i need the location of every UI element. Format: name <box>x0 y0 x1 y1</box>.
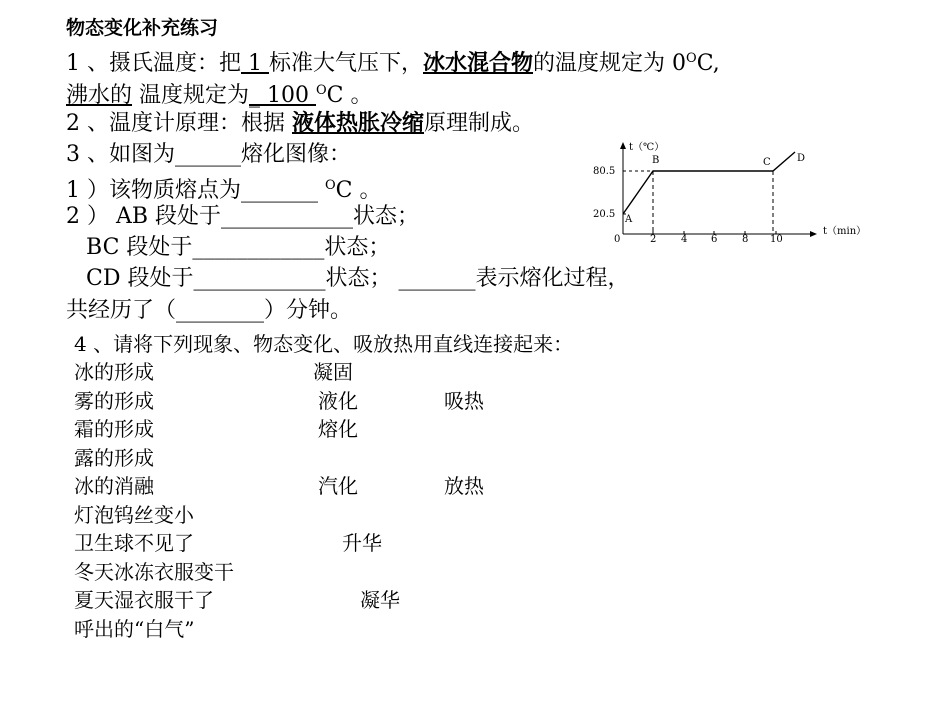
x-tick-10: 10 <box>770 234 783 245</box>
x-axis-label: t（min） <box>823 226 867 237</box>
question-3-line-5: CD 段处于____________状态； _______表示熔化过程， <box>86 266 630 291</box>
q1-mid-2: 温度规定为 <box>132 83 250 108</box>
y-axis-label: t（℃） <box>629 142 665 153</box>
degree-sign: O <box>686 51 697 66</box>
question-1-line-2 <box>66 76 373 111</box>
question-4-heading: 4 、请将下列现象、物态变化、吸放热用直线连接起来： <box>74 332 574 356</box>
state-change-item: 升华 <box>342 531 382 555</box>
degree-sign-3: O <box>324 178 336 193</box>
question-3-line-4: BC 段处于____________状态； <box>86 235 391 260</box>
q1-end: C 。 <box>326 83 373 108</box>
heat-item: 吸热 <box>444 389 484 413</box>
x-tick-2: 2 <box>650 234 657 245</box>
phenomenon-item: 呼出的“白气” <box>74 617 195 641</box>
phenomenon-item: 露的形成 <box>74 446 154 470</box>
q1-mid: 标准大气压下， <box>268 51 423 76</box>
phenomenon-item: 冬天冰冻衣服变干 <box>74 560 234 584</box>
state-change-item: 凝固 <box>313 360 353 384</box>
x-tick-0: 0 <box>614 234 621 245</box>
question-3-line-3: 2 ） AB 段处于____________状态； <box>66 204 420 229</box>
q1-blank-4: _ 100 <box>249 83 316 108</box>
state-change-item: 液化 <box>318 389 358 413</box>
question-2 <box>66 108 534 139</box>
question-1-line-1 <box>66 44 720 79</box>
x-axis-arrow <box>810 231 817 237</box>
q1-blank-3: 沸水的 <box>66 83 133 108</box>
page-title: 物态变化补充练习 <box>66 17 219 39</box>
phenomenon-item: 霜的形成 <box>74 417 154 441</box>
phenomenon-item: 夏天湿衣服干了 <box>74 588 214 612</box>
point-b: B <box>652 155 660 166</box>
q2-prefix: 2 、温度计原理：根据 <box>66 111 285 136</box>
q2-blank: 液体热胀冷缩 <box>292 110 425 136</box>
q2-suffix: 原理制成。 <box>424 111 535 136</box>
point-d: D <box>797 153 806 164</box>
question-3-line-2 <box>66 171 381 206</box>
state-change-item: 熔化 <box>318 417 358 441</box>
q1-blank-2: 冰水混合物 <box>423 50 534 76</box>
q1-unit: C, <box>696 51 720 76</box>
y-axis-arrow <box>620 142 626 149</box>
y-tick-20-5: 20.5 <box>593 209 616 220</box>
phenomenon-item: 灯泡钨丝变小 <box>74 503 194 527</box>
point-c: C <box>763 157 771 168</box>
phenomenon-item: 冰的形成 <box>74 360 154 384</box>
point-a: A <box>625 214 633 225</box>
state-change-item: 凝华 <box>360 588 400 612</box>
y-tick-80-5: 80.5 <box>593 166 616 177</box>
phenomenon-item: 雾的形成 <box>74 389 154 413</box>
melting-graph <box>585 138 875 248</box>
q3-unit: C 。 <box>335 178 382 203</box>
heat-item: 放热 <box>444 474 484 498</box>
x-tick-6: 6 <box>711 234 718 245</box>
degree-sign-2: O <box>316 83 327 98</box>
q1-blank-1: 1 <box>241 51 269 76</box>
question-3-line-1: 3 、如图为______熔化图像： <box>66 142 351 167</box>
phenomenon-item: 冰的消融 <box>74 474 154 498</box>
q1-prefix: 1 、摄氏温度：把 <box>66 51 241 76</box>
x-tick-4: 4 <box>681 234 688 245</box>
x-tick-8: 8 <box>742 234 749 245</box>
phenomenon-item: 卫生球不见了 <box>74 531 194 555</box>
state-change-item: 汽化 <box>318 474 358 498</box>
q1-suffix: 的温度规定为 0 <box>533 51 687 76</box>
question-3-line-6: 共经历了（________）分钟。 <box>66 298 353 323</box>
q3-melting-point-text: 1 ）该物质熔点为_______ <box>66 178 325 203</box>
